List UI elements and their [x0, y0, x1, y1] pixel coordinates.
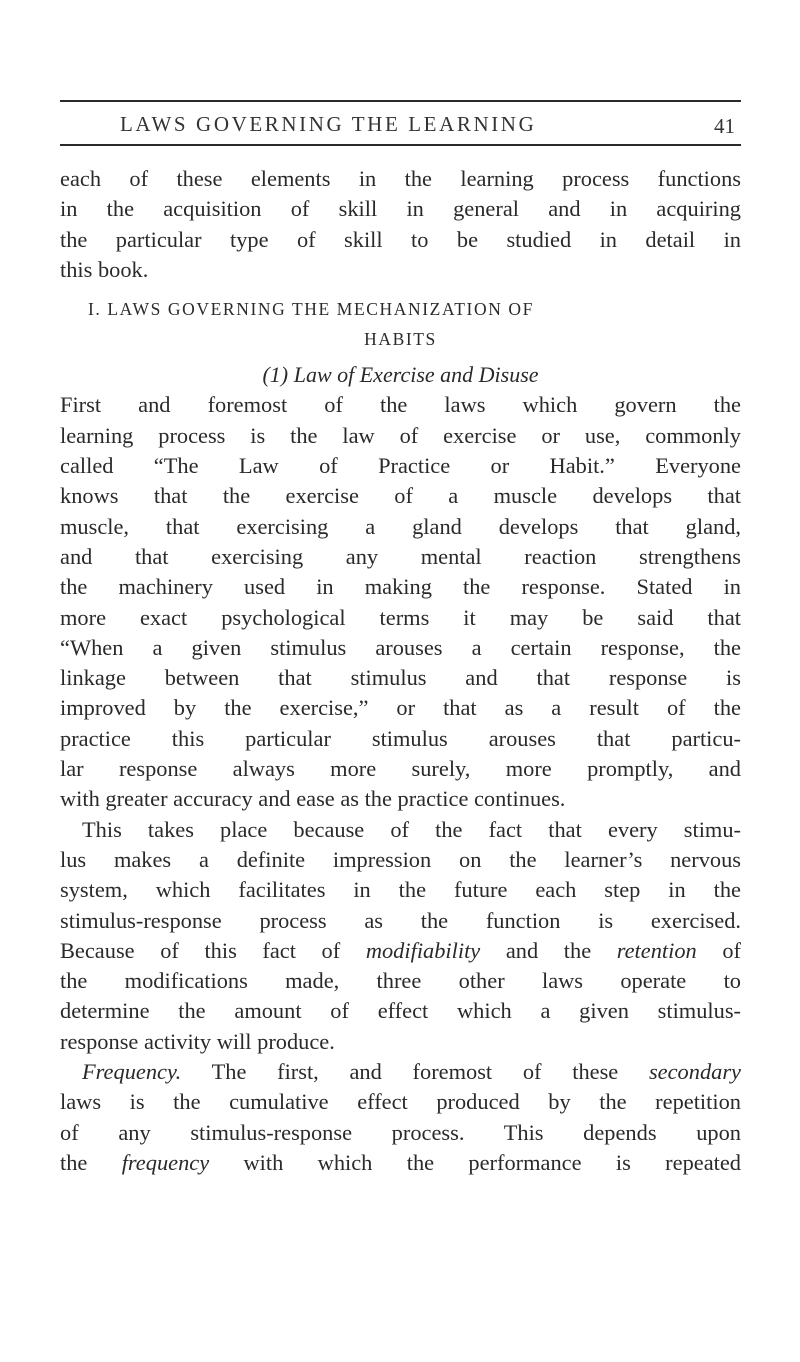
text-line: lus makes a definite impression on the learner’s nervous: [60, 846, 741, 872]
section-heading-line: I. LAWS GOVERNING THE MECHANIZATION OF: [88, 299, 534, 320]
text-line: laws is the cumulative effect produced by the repetition: [60, 1089, 741, 1115]
text-line: of any stimulus-response process. This depends upon: [60, 1119, 741, 1145]
paragraph-frequency: [60, 1057, 741, 1178]
text-run: with which the performance is repeated: [209, 1149, 741, 1175]
text-run: Because of this fact of: [60, 937, 366, 963]
text-line: learning process is the law of exercise or use, commonly: [60, 422, 741, 448]
emphasis-retention: retention: [616, 937, 697, 963]
text-run: and the: [480, 937, 617, 963]
text-run: of: [696, 937, 741, 963]
text-run: the: [60, 1149, 122, 1175]
body-text: [60, 164, 741, 1178]
text-line: more exact psychological terms it may be said that: [60, 604, 741, 630]
text-line: This takes place because of the fact that every stimu-: [82, 816, 741, 842]
emphasis-modifiability: modifiability: [365, 937, 481, 963]
text-line: First and foremost of the laws which govern the: [60, 392, 741, 418]
paragraph-impression: [60, 815, 741, 1057]
emphasis-frequency: frequency: [121, 1149, 210, 1175]
running-title: LAWS GOVERNING THE LEARNING: [120, 112, 537, 136]
paragraph-exercise: [60, 390, 741, 814]
text-line: the modifications made, three other laws operate to: [60, 968, 741, 994]
subsection-title: Law of Exercise and Disuse: [293, 362, 539, 388]
text-line: stimulus-response process as the function is exercised.: [60, 907, 741, 933]
spacer: [60, 285, 741, 294]
section-heading-line: HABITS: [364, 329, 437, 350]
text-run: The first, and foremost of these: [181, 1059, 649, 1085]
section-heading: [60, 294, 741, 354]
text-line: response activity will produce.: [60, 1028, 335, 1054]
text-line: and that exercising any mental reaction strengthens: [60, 543, 741, 569]
text-line: the machinery used in making the response. Stated in: [60, 574, 741, 600]
text-line: linkage between that stimulus and that response is: [60, 665, 741, 691]
text-line: called “The Law of Practice or Habit.” Everyone: [60, 453, 741, 479]
text-line: the particular type of skill to be studied in detail in: [60, 226, 741, 252]
text-line: knows that the exercise of a muscle develops that: [60, 483, 741, 509]
text-line: practice this particular stimulus arouses that particu-: [60, 725, 741, 751]
text-line: with greater accuracy and ease as the practice continues.: [60, 786, 566, 812]
text-line: system, which facilitates in the future each step in the: [60, 877, 741, 903]
text-line: [60, 1057, 741, 1087]
subsection-number: (1): [262, 362, 289, 388]
emphasis-secondary: secondary: [648, 1059, 741, 1085]
text-line: [60, 936, 741, 966]
text-line: lar response always more surely, more promptly, and: [60, 756, 741, 782]
running-head: [60, 110, 741, 146]
paragraph-intro: [60, 164, 741, 285]
text-line: determine the amount of effect which a given stimulus-: [60, 998, 741, 1024]
run-in-term: Frequency.: [82, 1059, 182, 1085]
page-number: 41: [714, 114, 735, 138]
text-line: in the acquisition of skill in general and in acquiring: [60, 196, 741, 222]
text-line: muscle, that exercising a gland develops that gland,: [60, 513, 741, 539]
text-line: [60, 1148, 741, 1178]
text-line: improved by the exercise,” or that as a result of the: [60, 695, 741, 721]
text-line: this book.: [60, 256, 149, 282]
top-rule: [60, 100, 741, 102]
subsection-heading: [60, 360, 741, 390]
text-line: “When a given stimulus arouses a certain response, the: [60, 634, 741, 660]
text-line: each of these elements in the learning process functions: [60, 166, 741, 191]
